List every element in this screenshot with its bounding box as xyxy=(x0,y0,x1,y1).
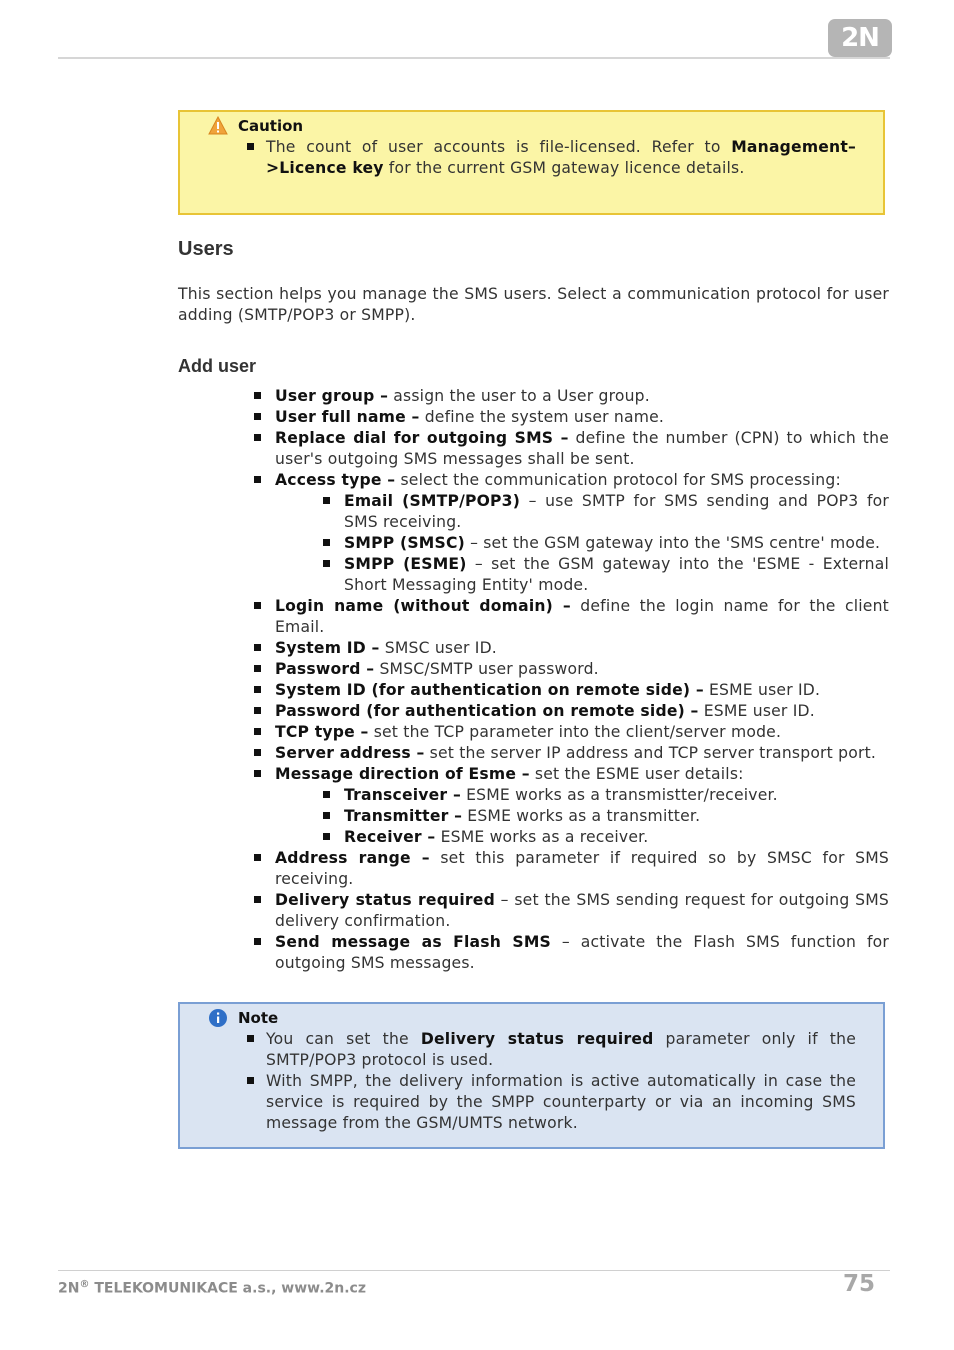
definition-term: Password – xyxy=(275,660,375,678)
definition-sublist xyxy=(275,491,889,596)
note-box xyxy=(178,1002,885,1149)
definition-subterm: SMPP (SMSC) xyxy=(344,534,465,552)
definition-desc: select the communication protocol for SMS processing: xyxy=(395,471,841,489)
footer-text: TELEKOMUNIKACE a.s., www.2n.cz xyxy=(89,1280,366,1297)
definition-desc: define the system user name. xyxy=(419,408,665,426)
caution-item-text: for the current GSM gateway licence details. xyxy=(383,159,745,177)
definition-desc: define the number (CPN) to which the user's outgoing SMS messages shall be sent. xyxy=(275,429,890,468)
definition-item xyxy=(254,386,889,407)
definition-desc: SMSC/SMTP user password. xyxy=(374,660,599,678)
caution-item-bold: Management–>Licence key xyxy=(266,138,856,177)
definition-term: Message direction of Esme – xyxy=(275,765,530,783)
definition-term: Login name (without domain) – xyxy=(275,597,571,615)
definition-term: TCP type – xyxy=(275,723,369,741)
definition-subterm: Email (SMTP/POP3) xyxy=(344,492,521,510)
definition-item xyxy=(254,932,889,974)
add-user-list xyxy=(254,386,889,974)
definition-item xyxy=(254,743,889,764)
info-icon xyxy=(208,1008,228,1028)
definition-subterm: Transceiver – xyxy=(344,786,461,804)
caution-list xyxy=(266,137,856,179)
subsection-title: Add user xyxy=(178,356,257,376)
definition-sublist xyxy=(275,785,889,848)
header-divider xyxy=(58,57,890,59)
definition-term: Delivery status required xyxy=(275,891,495,909)
definition-item xyxy=(254,848,889,890)
definition-desc: assign the user to a User group. xyxy=(388,387,650,405)
definition-term: Server address – xyxy=(275,744,425,762)
definition-item xyxy=(254,638,889,659)
definition-desc: set this parameter if required so by SMSC for SMS receiving. xyxy=(275,849,889,888)
definition-term: System ID (for authentication on remote side) – xyxy=(275,681,704,699)
note-item-text: You can set the xyxy=(266,1030,421,1048)
definition-subdesc: ESME works as a receiver. xyxy=(435,828,649,846)
definition-term: Password (for authentication on remote side) – xyxy=(275,702,699,720)
definition-subdesc: – use SMTP for SMS sending and POP3 for SMS receiving. xyxy=(344,492,889,531)
note-item-text: parameter only if the SMTP/POP3 protocol is used. xyxy=(266,1030,856,1069)
caution-box xyxy=(178,110,885,215)
definition-term: Send message as Flash SMS xyxy=(275,933,551,951)
definition-desc: – activate the Flash SMS function for outgoing SMS messages. xyxy=(275,933,889,972)
definition-subitem xyxy=(323,554,889,596)
definition-term: Replace dial for outgoing SMS – xyxy=(275,429,569,447)
definition-item xyxy=(254,470,889,596)
definition-subitem xyxy=(323,533,889,554)
note-item xyxy=(266,1071,856,1134)
definition-subterm: SMPP (ESME) xyxy=(344,555,467,573)
definition-subdesc: – set the GSM gateway into the 'SMS centre' mode. xyxy=(464,534,881,552)
note-item-bold: Delivery status required xyxy=(420,1030,654,1048)
note-item xyxy=(266,1029,856,1071)
definition-desc: ESME user ID. xyxy=(703,681,821,699)
page-number: 75 xyxy=(843,1271,876,1297)
definition-subitem xyxy=(323,491,889,533)
note-item-text: With SMPP, the delivery information is active automatically in case the service is required by the SMPP counterparty or via an incoming SMS message from the GSM/UMTS network. xyxy=(266,1072,856,1132)
definition-subterm: Receiver – xyxy=(344,828,436,846)
definition-desc: define the login name for the client Email. xyxy=(275,597,889,636)
caution-item-text: The count of user accounts is file-licensed. Refer to xyxy=(266,138,732,156)
definition-item xyxy=(254,680,889,701)
definition-term: Address range – xyxy=(275,849,430,867)
2n-logo: 2N xyxy=(828,19,892,57)
note-title: Note xyxy=(238,1009,279,1027)
definition-desc: set the server IP address and TCP server transport port. xyxy=(424,744,877,762)
section-title: Users xyxy=(178,238,234,260)
definition-subdesc: ESME works as a transmistter/receiver. xyxy=(460,786,778,804)
definition-term: Access type – xyxy=(275,471,396,489)
definition-item xyxy=(254,407,889,428)
footer-company xyxy=(58,1279,366,1297)
definition-item xyxy=(254,701,889,722)
definition-desc: ESME user ID. xyxy=(698,702,815,720)
note-list xyxy=(266,1029,856,1134)
definition-subterm: Transmitter – xyxy=(344,807,463,825)
footer-registered-mark: ® xyxy=(79,1279,90,1290)
definition-subitem xyxy=(323,785,889,806)
section-intro: This section helps you manage the SMS users. Select a communication protocol for user adding (SMTP/POP3 or SMPP). xyxy=(178,285,889,324)
definition-item xyxy=(254,722,889,743)
definition-item xyxy=(254,764,889,848)
definition-desc: set the ESME user details: xyxy=(529,765,744,783)
definition-item xyxy=(254,596,889,638)
definition-desc: – set the SMS sending request for outgoing SMS delivery confirmation. xyxy=(275,891,889,930)
definition-term: User full name – xyxy=(275,408,420,426)
definition-subdesc: – set the GSM gateway into the 'ESME - External Short Messaging Entity' mode. xyxy=(344,555,890,594)
definition-term: User group – xyxy=(275,387,389,405)
caution-item xyxy=(266,137,856,179)
definition-subdesc: ESME works as a transmitter. xyxy=(462,807,701,825)
footer-divider xyxy=(58,1270,890,1271)
definition-subitem xyxy=(323,827,889,848)
definition-desc: SMSC user ID. xyxy=(379,639,497,657)
definition-desc: set the TCP parameter into the client/server mode. xyxy=(368,723,782,741)
definition-item xyxy=(254,659,889,680)
caution-title: Caution xyxy=(238,117,304,135)
definition-item xyxy=(254,428,889,470)
footer-brand: 2N xyxy=(58,1280,80,1297)
definition-item xyxy=(254,890,889,932)
definition-term: System ID – xyxy=(275,639,380,657)
warning-icon xyxy=(208,116,228,136)
definition-subitem xyxy=(323,806,889,827)
